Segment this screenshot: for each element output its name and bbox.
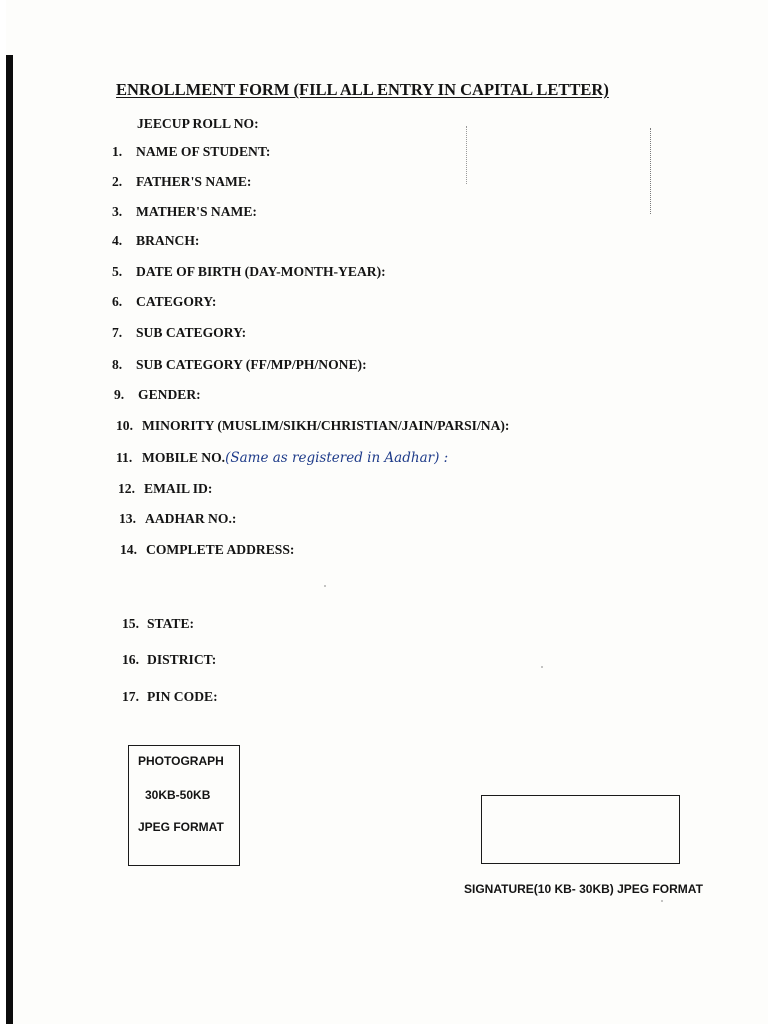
- signature-caption: SIGNATURE(10 KB- 30KB) JPEG FORMAT: [464, 882, 703, 896]
- field-label: GENDER:: [138, 387, 201, 402]
- field-number: 3.: [112, 204, 123, 219]
- field-state: [122, 616, 194, 632]
- photo-box-line-3: JPEG FORMAT: [138, 820, 224, 834]
- field-district: [122, 652, 216, 668]
- photo-box-line-2: 30KB-50KB: [145, 788, 211, 802]
- field-email-id: [118, 481, 212, 497]
- field-number: 16.: [122, 652, 139, 667]
- scan-speck: [324, 585, 326, 587]
- field-label: NAME OF STUDENT:: [136, 144, 271, 159]
- field-minority: [116, 418, 509, 434]
- field-label: MOBILE NO.: [142, 450, 226, 465]
- field-label: COMPLETE ADDRESS:: [146, 542, 295, 557]
- field-sub-category: [112, 325, 246, 341]
- field-label: BRANCH:: [136, 233, 200, 248]
- field-number: 17.: [122, 689, 139, 704]
- field-complete-address: [120, 542, 294, 558]
- field-label: FATHER'S NAME:: [136, 174, 252, 189]
- field-label: MINORITY (MUSLIM/SIKH/CHRISTIAN/JAIN/PARSI/NA):: [142, 418, 510, 433]
- field-number: 5.: [112, 264, 123, 279]
- field-pin-code: [122, 689, 218, 705]
- scan-speck: [541, 666, 543, 668]
- field-number: 1.: [112, 144, 123, 159]
- field-label: EMAIL ID:: [144, 481, 213, 496]
- field-number: 13.: [119, 511, 136, 526]
- field-label: AADHAR NO.:: [145, 511, 237, 526]
- field-mothers-name: [112, 204, 257, 220]
- field-number: 4.: [112, 233, 123, 248]
- field-number: 8.: [112, 357, 123, 372]
- field-number: 7.: [112, 325, 123, 340]
- field-label: DATE OF BIRTH (DAY-MONTH-YEAR):: [136, 264, 386, 279]
- scan-speck: [661, 900, 663, 902]
- photograph-box: [128, 745, 240, 866]
- field-number: 12.: [118, 481, 135, 496]
- field-sub-category-type: [112, 357, 367, 373]
- enrollment-form-page: [6, 0, 768, 1024]
- field-number: 9.: [114, 387, 125, 402]
- field-number: 14.: [120, 542, 137, 557]
- field-branch: [112, 233, 199, 249]
- scan-smudge: [466, 126, 469, 184]
- field-fathers-name: [112, 174, 251, 190]
- signature-box: [481, 795, 680, 864]
- field-number: 2.: [112, 174, 123, 189]
- field-label: PIN CODE:: [147, 689, 218, 704]
- field-number: 11.: [116, 450, 133, 465]
- scan-smudge: [650, 128, 653, 214]
- field-mobile-no: [116, 450, 448, 466]
- field-label: SUB CATEGORY (FF/MP/PH/NONE):: [136, 357, 367, 372]
- roll-no-label: JEECUP ROLL NO:: [137, 116, 259, 131]
- field-label: MATHER'S NAME:: [136, 204, 257, 219]
- field-label: SUB CATEGORY:: [136, 325, 247, 340]
- field-category: [112, 294, 216, 310]
- field-name-of-student: [112, 144, 270, 160]
- field-label: DISTRICT:: [147, 652, 217, 667]
- field-number: 15.: [122, 616, 139, 631]
- field-label: STATE:: [147, 616, 195, 631]
- field-date-of-birth: [112, 264, 386, 280]
- field-number: 6.: [112, 294, 123, 309]
- form-title: ENROLLMENT FORM (FILL ALL ENTRY IN CAPITAL LETTER): [116, 80, 609, 99]
- field-label: CATEGORY:: [136, 294, 217, 309]
- field-number: 10.: [116, 418, 133, 433]
- photo-box-line-1: PHOTOGRAPH: [138, 754, 224, 768]
- field-aadhar-no: [119, 511, 236, 527]
- handwritten-note: (Same as registered in Aadhar) :: [225, 450, 449, 466]
- field-gender: [114, 387, 201, 403]
